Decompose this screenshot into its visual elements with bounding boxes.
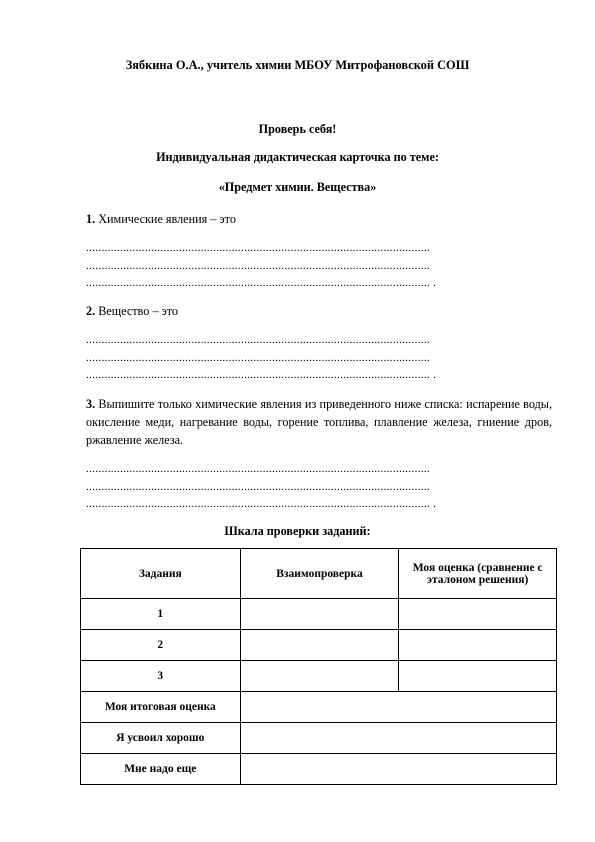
table-header-row xyxy=(81,549,557,599)
answer-line-3b: ............................................................................................................... xyxy=(86,481,431,493)
question-3 xyxy=(86,395,552,449)
question-1-number: 1. xyxy=(86,212,96,226)
question-1-text: Химические явления – это xyxy=(98,212,236,226)
question-2 xyxy=(86,302,552,320)
question-2-number: 2. xyxy=(86,304,96,318)
title-check-yourself: Проверь себя! xyxy=(258,122,337,136)
answer-line-1b: ............................................................................................................... xyxy=(86,260,431,272)
learned-well-cell[interactable] xyxy=(240,723,556,754)
task-number-2: 2 xyxy=(81,630,241,661)
answer-line-1a: ............................................................................................................... xyxy=(86,242,431,254)
header-peer-check: Взаимопроверка xyxy=(240,549,399,599)
answer-line-1c: ............................................................................................................... . xyxy=(86,277,437,289)
task-number-3: 3 xyxy=(81,661,241,692)
answer-line-3a: ............................................................................................................... xyxy=(86,463,431,475)
learned-well-label: Я усвоил хорошо xyxy=(81,723,241,754)
my-grade-cell-3[interactable] xyxy=(399,661,557,692)
answer-line-2c: ............................................................................................................... . xyxy=(86,369,437,381)
question-3-number: 3. xyxy=(86,397,96,411)
header-my-grade: Моя оценка (сравнение с эталоном решения) xyxy=(399,549,557,599)
question-2-text: Вещество – это xyxy=(98,304,179,318)
scoring-table xyxy=(80,548,557,785)
peer-check-cell-1[interactable] xyxy=(240,599,399,630)
title-card-topic: Индивидуальная дидактическая карточка по теме: xyxy=(156,150,439,164)
need-more-cell[interactable] xyxy=(240,754,556,785)
answer-line-2a: ............................................................................................................... xyxy=(86,334,431,346)
need-more-label: Мне надо еще xyxy=(81,754,241,785)
final-grade-label: Моя итоговая оценка xyxy=(81,692,241,723)
table-row xyxy=(81,754,557,785)
final-grade-cell[interactable] xyxy=(240,692,556,723)
task-number-1: 1 xyxy=(81,599,241,630)
table-row xyxy=(81,630,557,661)
table-row xyxy=(81,661,557,692)
table-row xyxy=(81,692,557,723)
answer-line-3c: ............................................................................................................... . xyxy=(86,498,437,510)
question-1 xyxy=(86,210,552,228)
author-header: Зябкина О.А., учитель химии МБОУ Митрофановской СОШ xyxy=(125,58,470,72)
peer-check-cell-3[interactable] xyxy=(240,661,399,692)
header-tasks: Задания xyxy=(81,549,241,599)
title-topic-name: «Предмет химии. Вещества» xyxy=(218,180,377,194)
my-grade-cell-1[interactable] xyxy=(399,599,557,630)
answer-line-2b: ............................................................................................................... xyxy=(86,352,431,364)
my-grade-cell-2[interactable] xyxy=(399,630,557,661)
question-3-text: Выпишите только химические явления из приведенного ниже списка: испарение воды, окисление меди, нагревание воды, горение топлива, плавление железа, гниение дров, ржавление железа. xyxy=(86,397,553,447)
scale-title: Шкала проверки заданий: xyxy=(224,524,371,538)
table-row xyxy=(81,723,557,754)
table-row xyxy=(81,599,557,630)
peer-check-cell-2[interactable] xyxy=(240,630,399,661)
